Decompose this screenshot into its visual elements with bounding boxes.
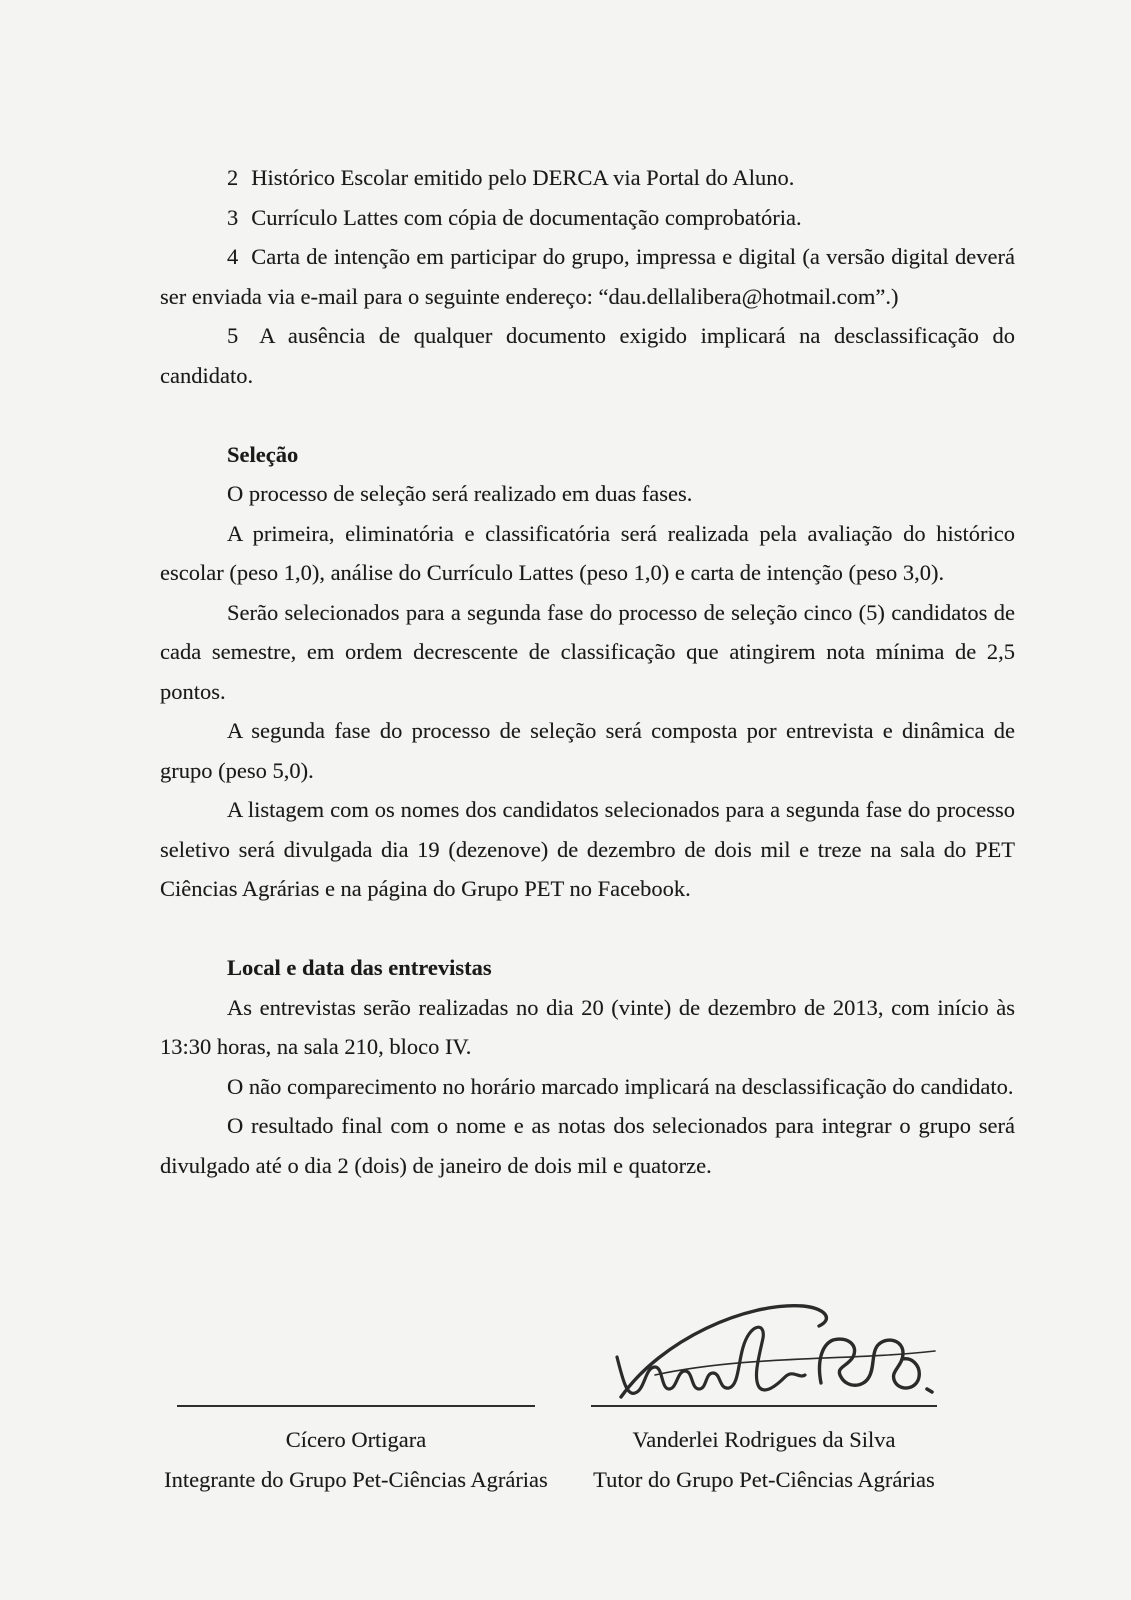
list-item-text: A ausência de qualquer documento exigido implicará na desclassificação do candidato.: [160, 323, 1015, 388]
signature-line: [591, 1405, 937, 1407]
list-item: [160, 237, 1015, 316]
signature-block: [0, 1405, 1131, 1600]
list-item: [160, 158, 1015, 198]
paragraph: A segunda fase do processo de seleção será composta por entrevista e dinâmica de grupo (peso 5,0).: [160, 718, 1015, 783]
signature-line: [177, 1405, 535, 1407]
signatory-role: Integrante do Grupo Pet-Ciências Agrárias: [164, 1466, 548, 1492]
handwritten-signature: [607, 1293, 937, 1405]
list-item-text: Carta de intenção em participar do grupo, impressa e digital (a versão digital deverá ser enviada via e-mail para o seguinte endereço: “dau.dellalibera@hotmail.com”.): [160, 244, 1015, 309]
paragraph: A primeira, eliminatória e classificatória será realizada pela avaliação do histórico escolar (peso 1,0), análise do Currículo Lattes (peso 1,0) e carta de intenção (peso 3,0).: [160, 520, 1015, 585]
paragraph: As entrevistas serão realizadas no dia 20 (vinte) de dezembro de 2013, com início às 13:30 horas, na sala 210, bloco IV.: [160, 994, 1015, 1059]
list-item-number: 2: [227, 165, 239, 190]
signature-left: [160, 1405, 552, 1499]
signatory-name: Cícero Ortigara: [285, 1427, 427, 1452]
section-heading-selecao: Seleção: [227, 441, 299, 467]
list-item-number: 5: [227, 323, 239, 348]
paragraph: O não comparecimento no horário marcado implicará na desclassificação do candidato.: [227, 1073, 1014, 1099]
section-heading-local-e-data: Local e data das entrevistas: [227, 955, 492, 980]
paragraph: Serão selecionados para a segunda fase do processo de seleção cinco (5) candidatos de cada semestre, em ordem decrescente de classificação que atingirem nota mínima de 2,5 pontos.: [160, 599, 1015, 704]
signatory-role: Tutor do Grupo Pet-Ciências Agrárias: [593, 1466, 935, 1492]
paragraph: O processo de seleção será realizado em duas fases.: [227, 481, 693, 506]
paragraph: O resultado final com o nome e as notas dos selecionados para integrar o grupo será divulgado até o dia 2 (dois) de janeiro de dois mil e quatorze.: [160, 1113, 1015, 1178]
list-item: [160, 198, 1015, 238]
signature-right: [585, 1405, 943, 1499]
list-item-number: 3: [227, 204, 239, 230]
list-item-text: Histórico Escolar emitido pelo DERCA via Portal do Aluno.: [251, 165, 795, 190]
list-item-text: Currículo Lattes com cópia de documentação comprobatória.: [251, 204, 802, 230]
signatory-name: Vanderlei Rodrigues da Silva: [632, 1427, 896, 1452]
list-item: [160, 316, 1015, 395]
document-body: [160, 0, 1015, 1185]
list-item-number: 4: [227, 244, 239, 269]
paragraph: A listagem com os nomes dos candidatos selecionados para a segunda fase do processo seletivo será divulgada dia 19 (dezenove) de dezembro de dois mil e treze na sala do PET Ciências Agrárias e na página do Grupo PET no Facebook.: [160, 797, 1015, 901]
